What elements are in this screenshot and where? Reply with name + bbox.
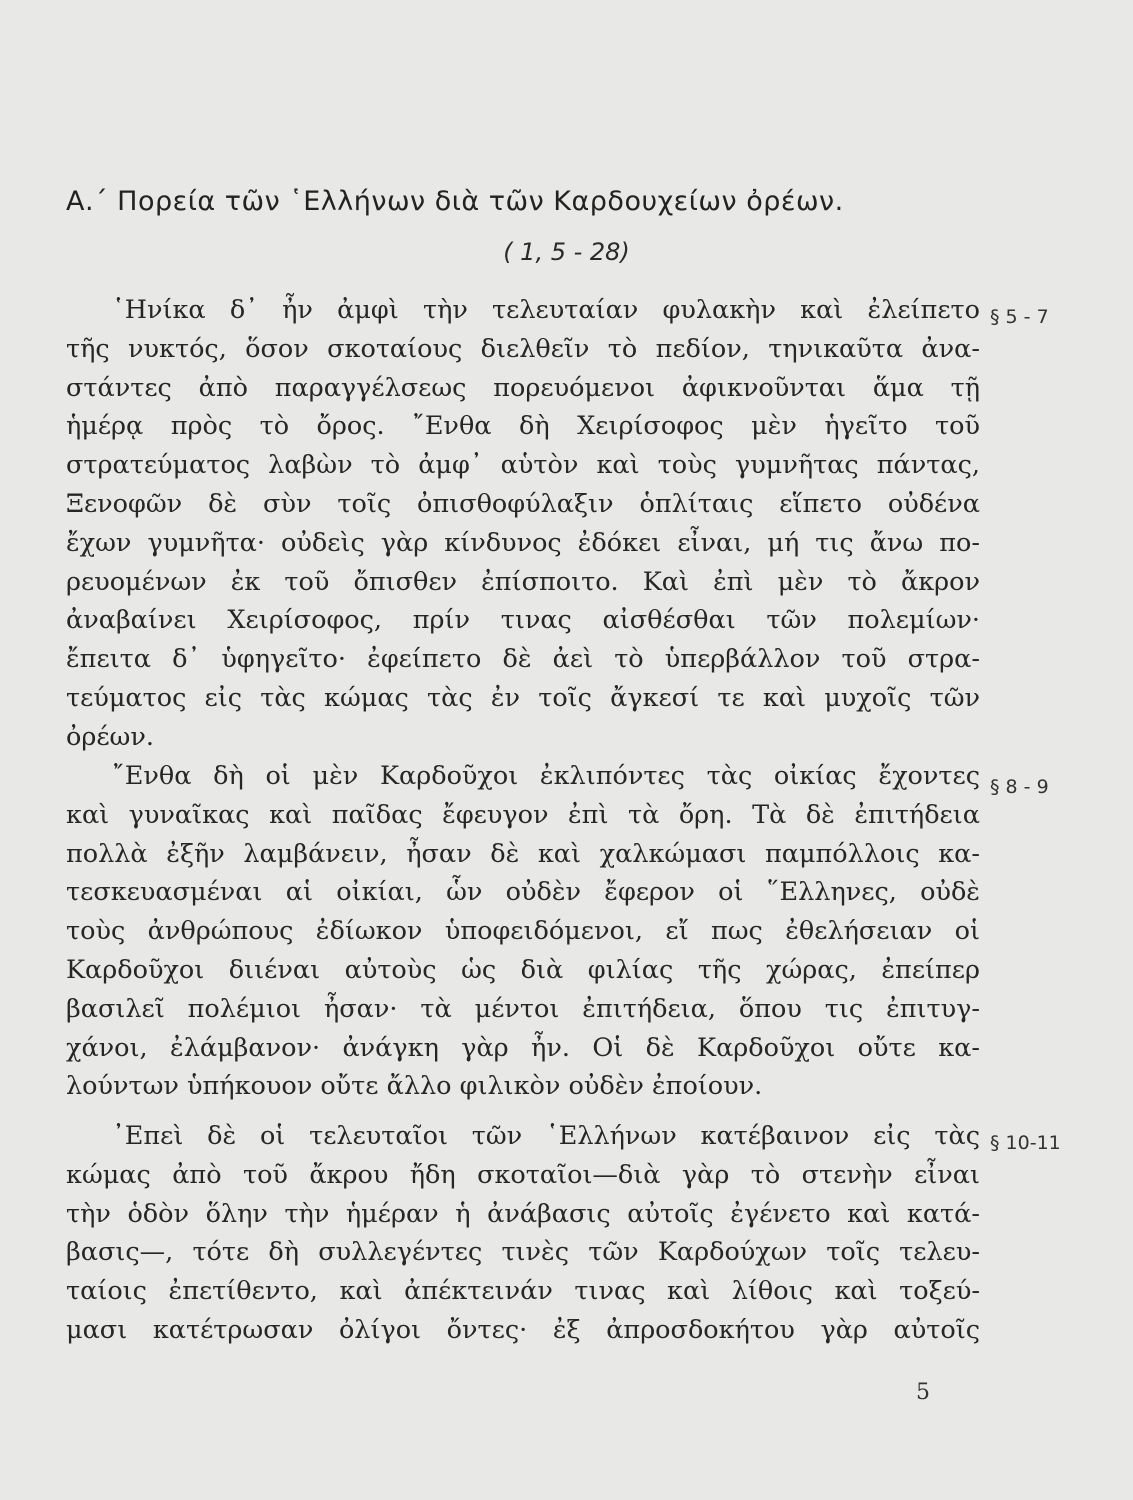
text-line: τὴν ὁδὸν ὅλην τὴν ἡμέραν ἡ ἀνάβασις αὐτοῖς ἐγένετο καὶ κατά- <box>66 1198 980 1229</box>
text-line: ἔπειτα δ᾽ ὑφηγεῖτο· ἐφείπετο δὲ ἀεὶ τὸ ὑπερβάλλον τοῦ στρα- <box>66 644 980 675</box>
text-line: ἀναβαίνει Χειρίσοφος, πρίν τινας αἰσθέσθαι τῶν πολεμίων· <box>66 605 980 636</box>
text-line: τεσκευασμέναι αἱ οἰκίαι, ὧν οὐδὲν ἔφερον οἱ ῞Ελληνες, οὐδὲ <box>66 877 980 908</box>
text-line: βασις—, τότε δὴ συλλεγέντες τινὲς τῶν Καρδούχων τοῖς τελευ- <box>66 1237 980 1268</box>
text-line: βασιλεῖ πολέμιοι ἦσαν· τὰ μέντοι ἐπιτήδεια, ὅπου τις ἐπιτυγ- <box>66 993 980 1024</box>
text-line: καὶ γυναῖκας καὶ παῖδας ἔφευγον ἐπὶ τὰ ὄρη. Τὰ δὲ ἐπιτήδεια <box>66 799 980 830</box>
paragraph-3 <box>66 1117 980 1350</box>
paragraph-1 <box>66 291 980 757</box>
paragraph-2 <box>66 757 980 1106</box>
text-line: ῎Ενθα δὴ οἱ μὲν Καρδοῦχοι ἐκλιπόντες τὰς οἰκίας ἔχοντες <box>112 761 980 791</box>
margin-reference-2: § 8 - 9 <box>990 776 1049 798</box>
text-line: ὀρέων. <box>66 721 154 752</box>
text-line: τῆς νυκτός, ὅσον σκοταίους διελθεῖν τὸ πεδίον, τηνικαῦτα ἀνα- <box>66 333 980 364</box>
text-line: μασι κατέτρωσαν ὀλίγοι ὄντες· ἐξ ἀπροσδοκήτου γὰρ αὐτοῖς <box>66 1314 980 1345</box>
text-line: ρευομένων ἐκ τοῦ ὄπισθεν ἐπίσποιτο. Καὶ ἐπὶ μὲν τὸ ἄκρον <box>66 566 980 597</box>
text-line: κώμας ἀπὸ τοῦ ἄκρου ἤδη σκοταῖοι—διὰ γὰρ τὸ στενὴν εἶναι <box>66 1159 980 1190</box>
text-line: Καρδοῦχοι διιέναι αὐτοὺς ὡς διὰ φιλίας τῆς χώρας, ἐπείπερ <box>66 954 980 985</box>
page-number: 5 <box>916 1380 930 1405</box>
text-line: πολλὰ ἐξῆν λαμβάνειν, ἦσαν δὲ καὶ χαλκώμασι παμπόλλοις κα- <box>66 838 980 869</box>
text-line: στρατεύματος λαβὼν τὸ ἀμφ᾽ αὑτὸν καὶ τοὺς γυμνῆτας πάντας, <box>66 450 980 481</box>
text-line: ἡμέρᾳ πρὸς τὸ ὄρος. ῎Ενθα δὴ Χειρίσοφος μὲν ἡγεῖτο τοῦ <box>66 411 980 442</box>
margin-reference-1: § 5 - 7 <box>990 306 1049 328</box>
section-heading: Α.΄ Πορεία τῶν ῾Ελλήνων διὰ τῶν Καρδουχείων ὀρέων. <box>66 186 844 217</box>
text-line: τοὺς ἀνθρώπους ἐδίωκον ὑποφειδόμενοι, εἴ πως ἐθελήσειαν οἱ <box>66 916 980 947</box>
text-line: Ξενοφῶν δὲ σὺν τοῖς ὀπισθοφύλαξιν ὁπλίταις εἵπετο οὐδένα <box>66 488 980 519</box>
section-reference: ( 1, 5 - 28) <box>503 238 630 266</box>
text-line: ᾿Επεὶ δὲ οἱ τελευταῖοι τῶν ῾Ελλήνων κατέβαινον εἰς τὰς <box>112 1121 980 1151</box>
text-line: χάνοι, ἐλάμβανον· ἀνάγκη γὰρ ἦν. Οἱ δὲ Καρδοῦχοι οὔτε κα- <box>66 1032 980 1063</box>
text-line: ἔχων γυμνῆτα· οὐδεὶς γὰρ κίνδυνος ἐδόκει εἶναι, μή τις ἄνω πο- <box>66 527 980 558</box>
text-line: τεύματος εἰς τὰς κώμας τὰς ἐν τοῖς ἄγκεσί τε καὶ μυχοῖς τῶν <box>66 682 980 713</box>
text-line: λούντων ὑπήκουον οὔτε ἄλλο φιλικὸν οὐδὲν ἐποίουν. <box>66 1071 763 1102</box>
text-line: ῾Ηνίκα δ᾽ ἦν ἀμφὶ τὴν τελευταίαν φυλακὴν καὶ ἐλείπετο <box>112 295 980 325</box>
margin-reference-3: § 10-11 <box>990 1132 1061 1154</box>
text-line: στάντες ἀπὸ παραγγέλσεως πορευόμενοι ἀφικνοῦνται ἅμα τῇ <box>66 372 980 403</box>
text-line: ταίοις ἐπετίθεντο, καὶ ἀπέκτεινάν τινας καὶ λίθοις καὶ τοξεύ- <box>66 1276 980 1307</box>
